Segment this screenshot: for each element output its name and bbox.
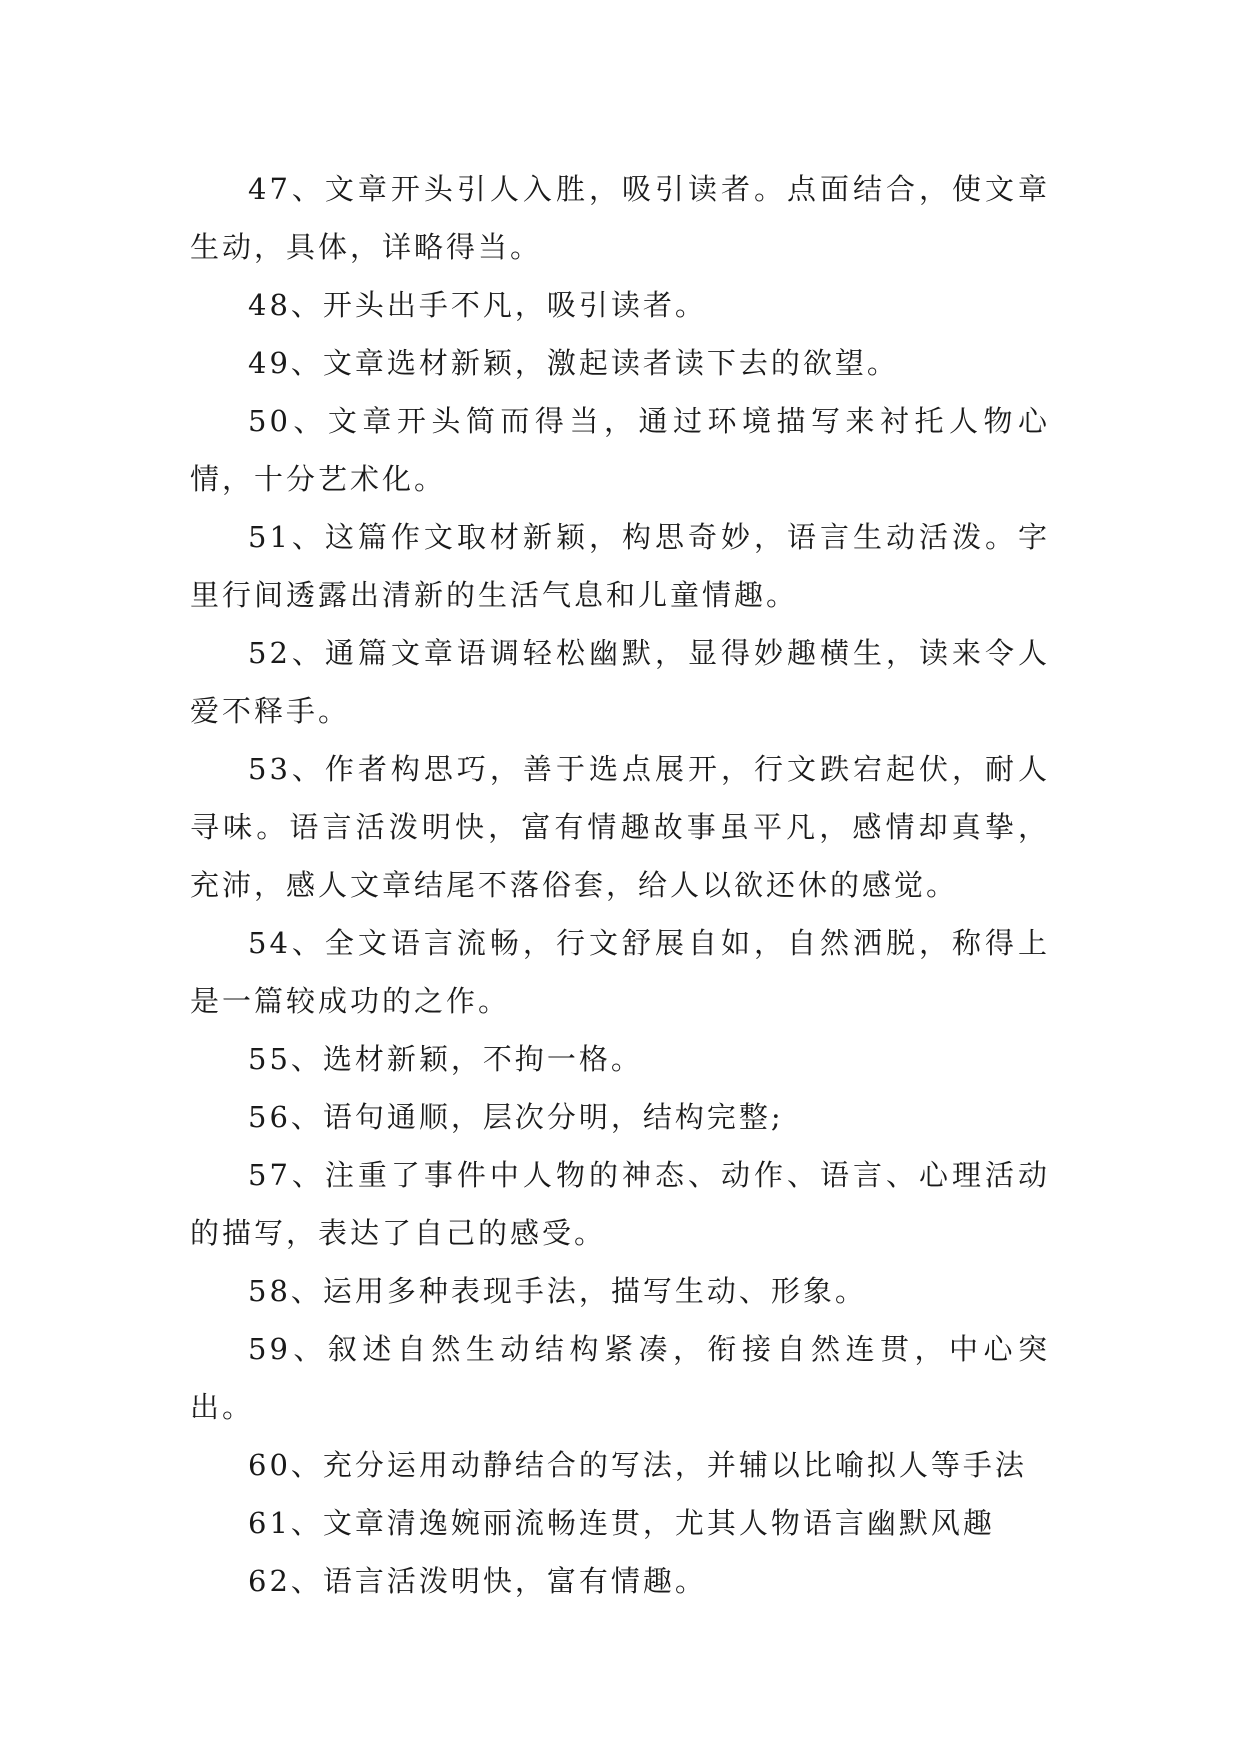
paragraph: 61、文章清逸婉丽流畅连贯，尤其人物语言幽默风趣 bbox=[248, 1506, 995, 1540]
paragraph: 49、文章选材新颖，激起读者读下去的欲望。 bbox=[248, 346, 899, 380]
paragraph: 56、语句通顺，层次分明，结构完整; bbox=[248, 1100, 784, 1134]
paragraph: 47、文章开头引人入胜，吸引读者。点面结合，使文章生动，具体，详略得当。 bbox=[190, 172, 1050, 264]
paragraph: 57、注重了事件中人物的神态、动作、语言、心理活动的描写，表达了自己的感受。 bbox=[190, 1158, 1050, 1250]
paragraph: 55、选材新颖，不拘一格。 bbox=[248, 1042, 643, 1076]
paragraph: 59、叙述自然生动结构紧凑，衔接自然连贯，中心突出。 bbox=[190, 1332, 1050, 1424]
paragraph: 53、作者构思巧，善于选点展开，行文跌宕起伏，耐人寻味。语言活泼明快，富有情趣故事虽平凡，感情却真挚，充沛，感人文章结尾不落俗套，给人以欲还休的感觉。 bbox=[190, 752, 1050, 902]
paragraph: 62、语言活泼明快，富有情趣。 bbox=[248, 1564, 707, 1598]
paragraph: 58、运用多种表现手法，描写生动、形象。 bbox=[248, 1274, 867, 1308]
paragraph: 54、全文语言流畅，行文舒展自如，自然洒脱，称得上是一篇较成功的之作。 bbox=[190, 926, 1050, 1018]
document-body bbox=[190, 160, 1050, 1610]
paragraph: 51、这篇作文取材新颖，构思奇妙，语言生动活泼。字里行间透露出清新的生活气息和儿童情趣。 bbox=[190, 520, 1050, 612]
paragraph: 52、通篇文章语调轻松幽默，显得妙趣横生，读来令人爱不释手。 bbox=[190, 636, 1050, 728]
paragraph: 50、文章开头简而得当，通过环境描写来衬托人物心情，十分艺术化。 bbox=[190, 404, 1050, 496]
paragraph: 60、充分运用动静结合的写法，并辅以比喻拟人等手法 bbox=[248, 1448, 1027, 1482]
paragraph: 48、开头出手不凡，吸引读者。 bbox=[248, 288, 707, 322]
